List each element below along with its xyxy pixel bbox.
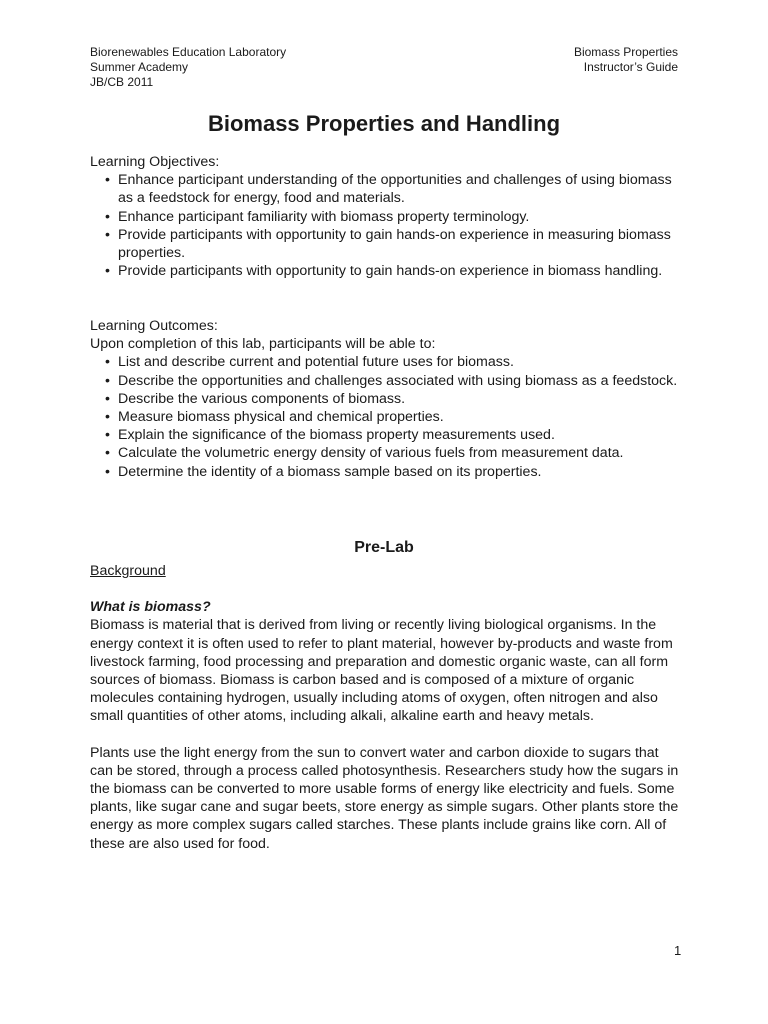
list-item-text: List and describe current and potential future uses for biomass. <box>118 354 514 371</box>
list-item: • Provide participants with opportunity to gain hands-on experience in measuring biomass properties. <box>105 226 671 262</box>
list-item-text: Provide participants with opportunity to gain hands-on experience in measuring biomass properties. <box>118 226 671 262</box>
list-item: • List and describe current and potential future uses for biomass. <box>105 354 514 371</box>
list-item-text: Explain the significance of the biomass property measurements used. <box>118 427 555 444</box>
list-item: • Describe the opportunities and challenges associated with using biomass as a feedstock. <box>105 372 678 389</box>
list-item: • Determine the identity of a biomass sample based on its properties. <box>105 463 542 480</box>
list-item-text: Enhance participant understanding of the opportunities and challenges of using biomass as a feedstock for energy, food and materials. <box>118 172 672 207</box>
header-topic: Biomass Properties <box>573 45 678 59</box>
list-item: • Provide participants with opportunity to gain hands-on experience in biomass handling. <box>105 263 663 280</box>
list-item-text: Enhance participant familiarity with biomass property terminology. <box>118 208 530 225</box>
header-org: Biorenewables Education Laboratory <box>90 45 287 59</box>
page-number: 1 <box>674 943 682 958</box>
list-item-text: Describe the opportunities and challenges associated with using biomass as a feedstock. <box>118 372 678 389</box>
list-item-text: Calculate the volumetric energy density of various fuels from measurement data. <box>118 445 624 462</box>
list-item: • Calculate the volumetric energy density of various fuels from measurement data. <box>105 445 624 462</box>
biomass-paragraph-1: Biomass is material that is derived from living or recently living biological organisms. In the energy context it is often used to refer to plant material, however by-products and waste from livestock farming, food processing and preparation and domestic organic waste, can all form sources of biomass. Biomass is carbon based and is composed of a mixture of organic molecules containing hydrogen, usually including atoms of oxygen, often nitrogen and also small quantities of other atoms, including alkali, alkaline earth and heavy metals. <box>90 617 673 725</box>
header-right <box>574 45 678 75</box>
background-section <box>90 562 684 853</box>
outcomes-list <box>90 353 684 480</box>
list-item: • Enhance participant understanding of the opportunities and challenges of using biomass as a feedstock for energy, food and materials. <box>105 172 672 207</box>
list-item-text: Describe the various components of biomass. <box>118 390 406 407</box>
biomass-paragraph-2: Plants use the light energy from the sun to convert water and carbon dioxide to sugars that can be stored, through a process called photosynthesis. Researchers study how the sugars in the biomass can be converted to more usable forms of energy like electricity and fuels. Some plants, like sugar cane and sugar beets, store energy as simple sugars. Other plants store the energy as more complex sugars called starches. These plants include grains like corn. All of these are also used for food. <box>90 744 679 852</box>
document-title: Biomass Properties and Handling <box>207 111 561 136</box>
what-is-biomass-heading: What is biomass? <box>90 599 211 616</box>
list-item-text: Determine the identity of a biomass sample based on its properties. <box>118 463 542 480</box>
background-label: Background <box>90 563 166 579</box>
objectives-heading: Learning Objectives: <box>90 154 220 170</box>
header-author-year: JB/CB 2011 <box>90 75 154 89</box>
outcomes-heading: Learning Outcomes: <box>90 318 218 334</box>
list-item-text: Provide participants with opportunity to gain hands-on experience in biomass handling. <box>118 263 663 280</box>
learning-objectives <box>90 153 684 280</box>
list-item: • Describe the various components of biomass. <box>105 390 406 407</box>
outcomes-intro: Upon completion of this lab, participants will be able to: <box>90 336 436 353</box>
list-item: • Enhance participant familiarity with biomass property terminology. <box>105 208 530 225</box>
header-program: Summer Academy <box>90 60 189 74</box>
list-item-text: Measure biomass physical and chemical properties. <box>118 409 444 426</box>
header-left <box>90 45 286 90</box>
list-item: • Explain the significance of the biomass property measurements used. <box>105 427 555 444</box>
header-guide: Instructor’s Guide <box>583 60 678 74</box>
list-item: • Measure biomass physical and chemical properties. <box>105 409 444 426</box>
prelab-title: Pre-Lab <box>354 539 414 556</box>
learning-outcomes <box>90 317 684 481</box>
objectives-list <box>90 171 684 280</box>
